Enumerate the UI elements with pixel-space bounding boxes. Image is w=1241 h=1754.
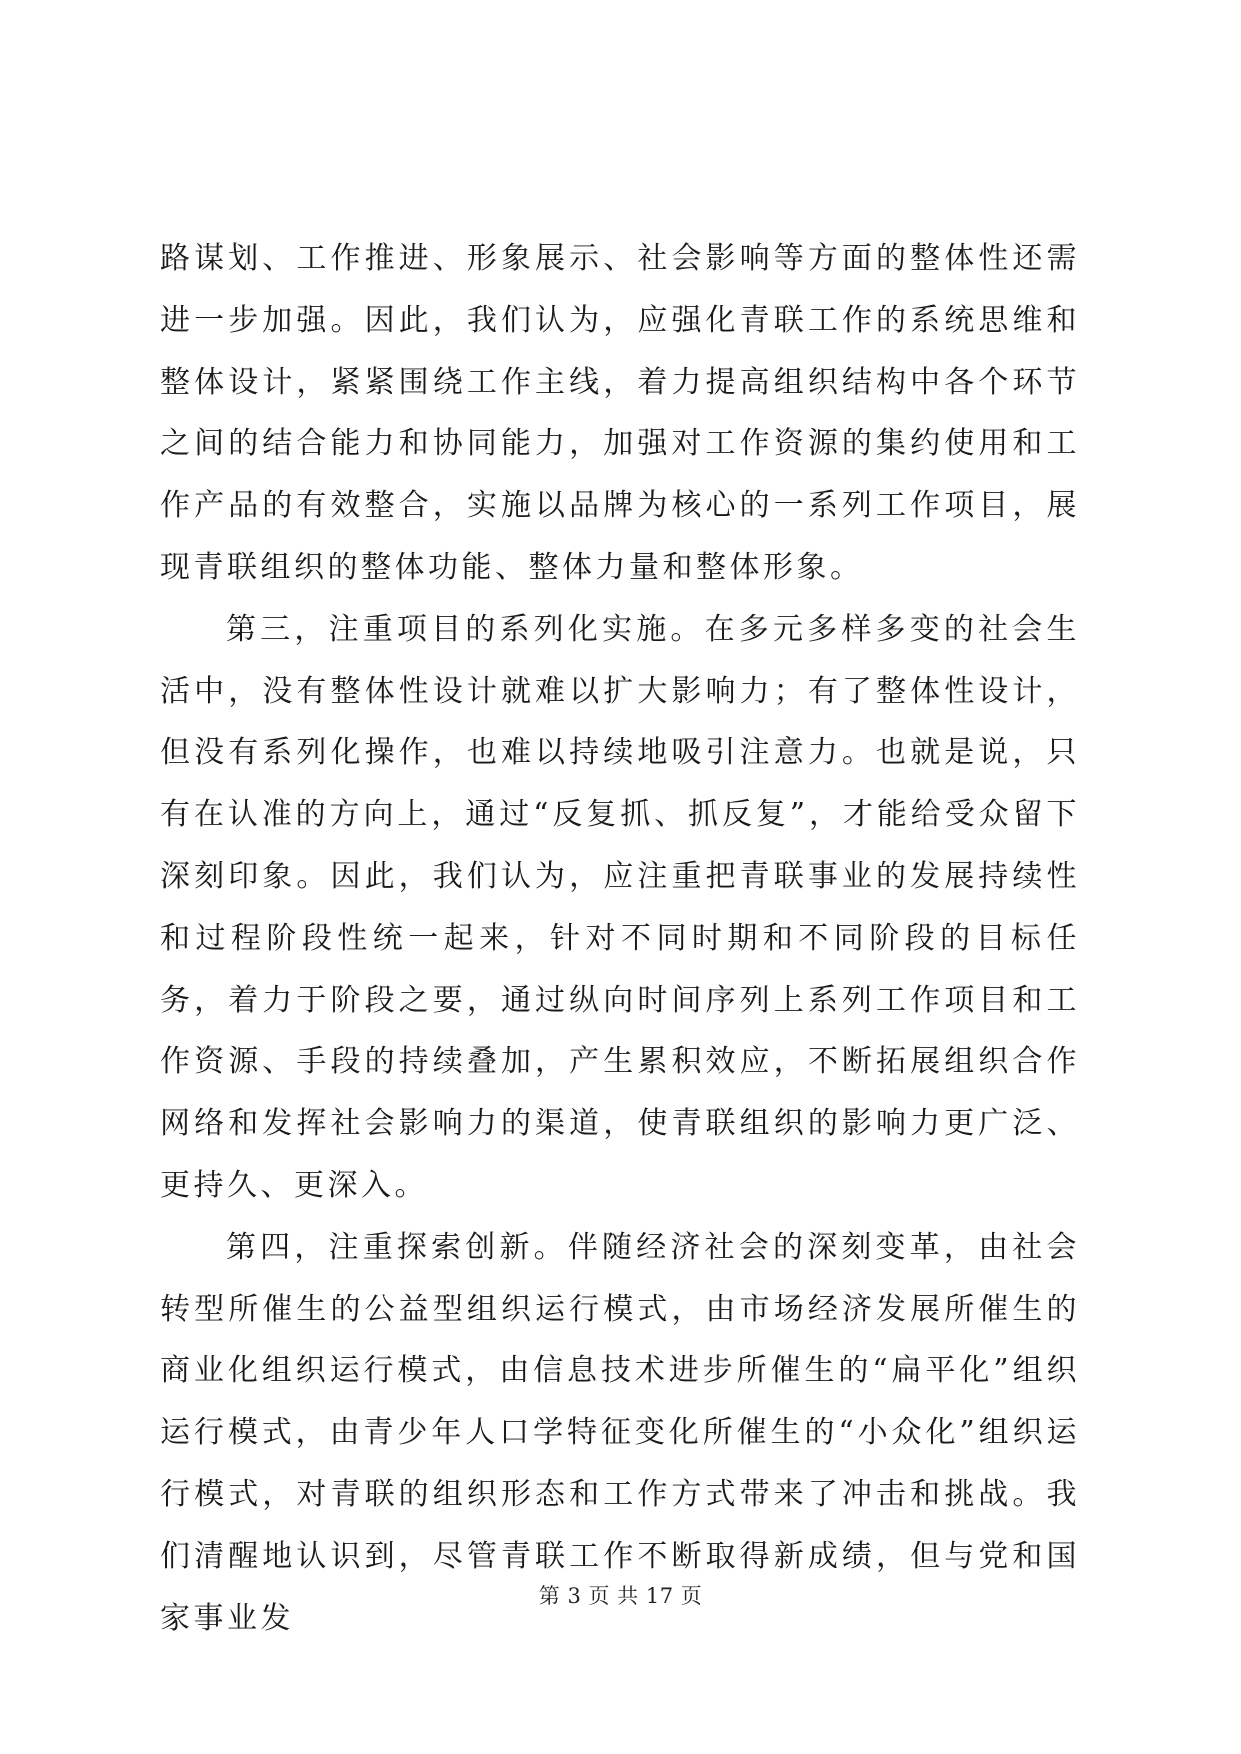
paragraph-third-point: 第三，注重项目的系列化实施。在多元多样多变的社会生活中，没有整体性设计就难以扩大影响力；有了整体性设计，但没有系列化操作，也难以持续地吸引注意力。也就是说，只有在认准的方向上，通过“反复抓、抓反复”，才能给受众留下深刻印象。因此，我们认为，应注重把青联事业的发展持续性和过程阶段性统一起来，针对不同时期和不同阶段的目标任务，着力于阶段之要，通过纵向时间序列上系列工作项目和工作资源、手段的持续叠加，产生累积效应，不断拓展组织合作网络和发挥社会影响力的渠道，使青联组织的影响力更广泛、更持久、更深入。 — [160, 611, 1080, 1203]
document-body — [160, 228, 1080, 1649]
paragraph-fourth-point: 第四，注重探索创新。伴随经济社会的深刻变革，由社会转型所催生的公益型组织运行模式，由市场经济发展所催生的商业化组织运行模式，由信息技术进步所催生的“扁平化”组织运行模式，由青少年人口学特征变化所催生的“小众化”组织运行模式，对青联的组织形态和工作方式带来了冲击和挑战。我们清醒地认识到，尽管青联工作不断取得新成绩，但与党和国家事业发 — [160, 1229, 1080, 1636]
paragraph-continuation: 路谋划、工作推进、形象展示、社会影响等方面的整体性还需进一步加强。因此，我们认为，应强化青联工作的系统思维和整体设计，紧紧围绕工作主线，着力提高组织结构中各个环节之间的结合能力和协同能力，加强对工作资源的集约使用和工作产品的有效整合，实施以品牌为核心的一系列工作项目，展现青联组织的整体功能、整体力量和整体形象。 — [160, 241, 1080, 585]
page-number-footer: 第 3 页 共 17 页 — [538, 1584, 703, 1608]
